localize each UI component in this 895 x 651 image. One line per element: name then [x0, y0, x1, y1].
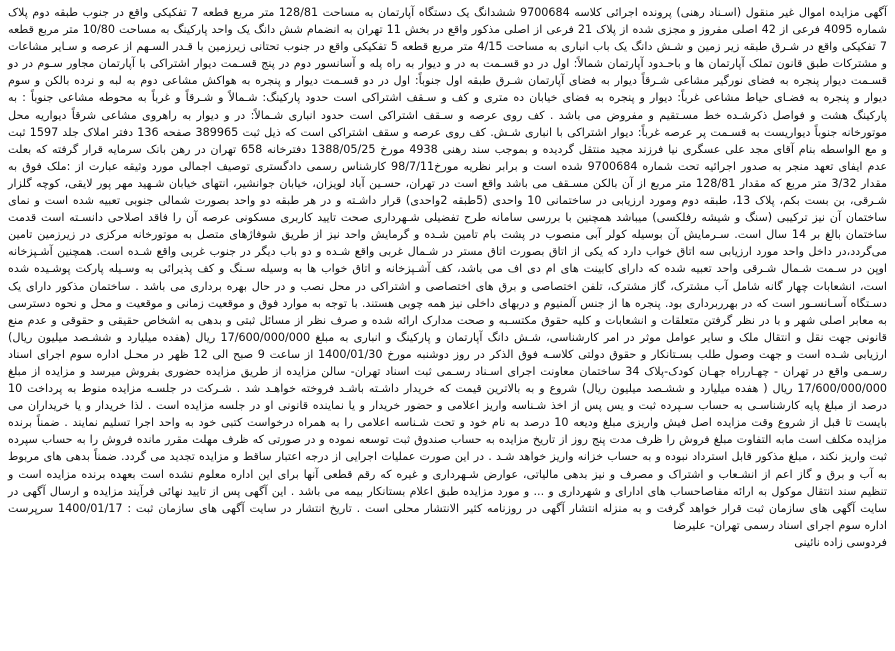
auction-notice-text: آگهی مزایده اموال غیر منقول (اسـناد رهنی) پرونده اجرائی کلاسه 9700684 ششدانگ یک دستگاه آپارتمان به مساحت 128/81 متر مربع قطعه 7 تفکیکی واقع در جنوب طبقه دوم پلاک شماره 4095 فرعی از 42 اصلی مفروز و مجزی شده از پلاک 21 فرعی از اصلی مذکور واقع در بخش 11 تهران به انضمام شش دانگ یک واحد پارکینگ به مساحت 10/80 متر مربع قطعه 7 تفکیکی واقع در شـرق طبقه زیر زمین و شـش دانگ یک باب انباری به مساحت 4/15 متر مربع قطعه 5 تفکیکی واقع در جنوب تحتانی زیرزمین با قـدر السـهم از عرصه و سـایر مشاعات و مشترکات طبق قانون تملک آپارتمان ها و باحـدود آپارتمان شمالاً: اول در دو قسـمت به در و دیوار به راه پله و آسانسور دوم در پنج قسـمت دیوار اشتراکی با آپارتمان مجاور سـوم در دو قسـمت دیوار پنجره به فضای نورگیر مشاعی شـرقاً دیوار به فضای آپارتمان شـرق طبقه اول جنوباً: اول در دو قسـمت دیوار و پنجره به هواکش مشاعی دوم به لبه و نرده بالکن و سوم دیوار و پنجره به فضـای حیاط مشاعی غرباً: دیوار و پنجره به فضای خیابان ده متری و کف و سـقف اشتراکی است حدود پارکینگ: شـمالاً و شـرقاً و غرباً به محوطه مشاعی جنوباً : به پارکینگ هشت و فواصل ذکرشـده خط مسـتقیم و مفروض می باشد . کف روی عرصه و سـقف اشتراکی است حدود انباری شـمالاً: در و دیوار به راهروی مشاعی شرقاً دیواریه محل موتورخانه جنوباً دیواریست به قسـمت پر عرصه غرباً: دیوار اشتراکی با انباری شـش. کف روی عرصه و سقف اشتراکی است که ذیل ثبت 389965 صفحه 136 دفتر املاک جلد 1597 ثبت و مع الواسطه بنام آقای مجد علی عسگری نیا فرزند مجید منتقل گردیده و بموجب سند رهنی 4938 مورخ 1388/05/25 دفترخانه 658 تهران در رهن بانک سرمایه قرار گرفته که بعلت عدم ایفای تعهد منجر به صدور اجرائیه تحت شماره 9700684 شده است و برابر نظریه مورخ98/7/11 کارشناس رسمی دادگستری توصیف اجمالی مورد وثیقه عبارت از :ملک فوق به مقدار 3/32 متر مربع که مقدار 128/81 متر مربع از آن بالکن مسـقف می باشد واقع است در تهران، حسـین آباد لویزان، خیابان جوانشیر، انتهای خیابان شـهید مهر پور لایقی، کوچه گلزار شـرقی، بن بست بکم، پلاک 13، طبقه دوم ومورد ارزیابی در ساختمانی 10 واحدی (5طبقه 2واحدی) قرار داشـته و در هر طبقه دو واحد بصورت شمالی جنوبی تعبیه شده است و نمای ساختمان آن نیز ترکیبی (سنگ و شیشه رفلکسی) میباشد همچنین با بررسی سامانه طرح تفضیلی شـهرداری صحت تایید کاربری مسکونی عرصه آن را فاقد اصلاحی دانسـته است قدمت ساختمان بالغ بر 14 سال است. سـرمایش آن بوسیله کولر آبی منصوب در پشت بام تامین شـده و گرمایش واحد نیز از طریق شوفاژهای متصل به موتورخانه مرکزی در زیرزمین تامین می‌گردد،در داخل واحد مورد ارزیابی سه اتاق خواب دارد که یکی از اتاق بصورت اتاق مستر در شـمال غربی واقع شـده و دو باب دیگر در جنوب غربی واقع شـده است. همچنین آشـپزخانه اوپن در سـمت شـمال شـرقی واحد تعبیه شده که دارای کابینت های ام دی اف می باشد، کف آشـپزخانه و اتاق خواب ها به وسیله سـنگ و کف پذیرائی به وسـیله پارکت پوشـیده شده است، انشعابات چهار گانه شامل آب مشترک، گاز مشترک، تلفن اختصاصی و برق های اختصاصی و اشتراکی در محل نصب و در حال بهره برداری می باشد . ساختمان مذکور دارای یک دسـتگاه آسـانسـور است که در بهرربرداری بود. پنجره ها از جنس آلمنیوم و دربهای داخلی نیز همه چوبی هستند. با توجه به موارد فوق و موقعیت زمانی و موقعیت و محل و نحوه دسترسی به معابر اصلی شهر و با در نظر گرفتن متعلقات و انشعابات و کلیه حقوق مکتسـبه و صحت مدارک ارائه شده و صرف نظر از مسائل ثبتی و بدهی به اشخاص حقیقی و حقوقی و عدم منع قانونی جهت نقل و انتقال ملک و سایر عوامل موثر در امر کارشناسی، شـش دانگ آپارتمان و پارکینگ و انباری به مبلغ 17/600/000/000 ریال (هفده میلیارد و ششـصد میلیون ریال) ارزیابی شـده است و جهت وصول طلب بسـتانکار و حقوق دولتی کلاسـه فوق الذکر در روز دوشنبه مورخ 1400/01/30 از ساعت 9 صبح الی 12 ظهر در محـل اداره سوم اجرای اسناد رسـمی واقع در تهران - چهـارراه جهـان کودک-پلاک 34 ساختمان معاونت اجرای اسـناد رسـمی ثبت اسناد تهران- سالن مزایده از طریق مزایده حضوری بفروش میرسد و مزایده از مبلغ 17/600/000/000 ریال ( هفده میلیارد و ششـصد میلیون ریال) شروع و به بالاترین قیمت که خریدار داشـته باشـد فروخته خواهـد شد . شـرکت در جلسـه مزایده منوط به پرداخت 10 درصد از مبلغ پایه کارشناسـی به حساب سـپرده ثبت و یس پس از اخذ شـناسه واریز اعلامی و حضور خریدار و یا نماینده قانونی او در جلسه مزایده است . لذا خریدار و یا خریداران می بایست تا قبل از شروع وقت مزایده اصل فیش واریزی مبلغ ودیعه 10 درصد به نام خود و تحت شـناسه اعلامی را به همراه درخواست کتبی خود به واحد اجرا تسلیم نمایند . ضمناً برنده مزایده مکلف است مابه التفاوت مبلغ فروش را ظرف مدت پنج روز از تاریخ مزایده به حساب صندوق ثبت توسعه نموده و در صورتی که ظرف مهلت مقرر مانده فروش را به حساب سپرده ثبت واریز نکند ، مبلغ مذکور قابل استرداد نبوده و به حساب خزانه واریز خواهد شـد . در این صورت عملیات اجرایی از درجه اعتبار ساقط و مزایده تجدید می گردد. ضمناً بدهی های مربوط به آب و برق و گاز اعم از انشـعاب و اشتراک و مصرف و نیز بدهی مالیاتی، عوارض شـهرداری و غیره که رقم قطعی آنها برای این اداره معلوم نشده است بعهده برنده مزایده است و تنظیم سند انتقال موکول به ارائه مفاصاحساب های ادارای و شهرداری و ... و مورد مزایده طبق اعلام بستانکار بیمه می باشد . این آگهی پس از تایید نهائی فرآیند مزایده و ارسال آگهی در سایت آگهی های سازمان ثبت قرار خواهد گرفت و به منزله انتشار آگهی در روزنامه کثیر الانتشار محلی است . تاریخ انتشار در سایت آگهی های سازمان ثبت : 1400/01/17 سرپرست اداره سوم اجرای اسناد رسمی تهران- علیرضا [8, 6, 888, 532]
signature-name: فردوسی زاده نائینی [794, 535, 887, 549]
